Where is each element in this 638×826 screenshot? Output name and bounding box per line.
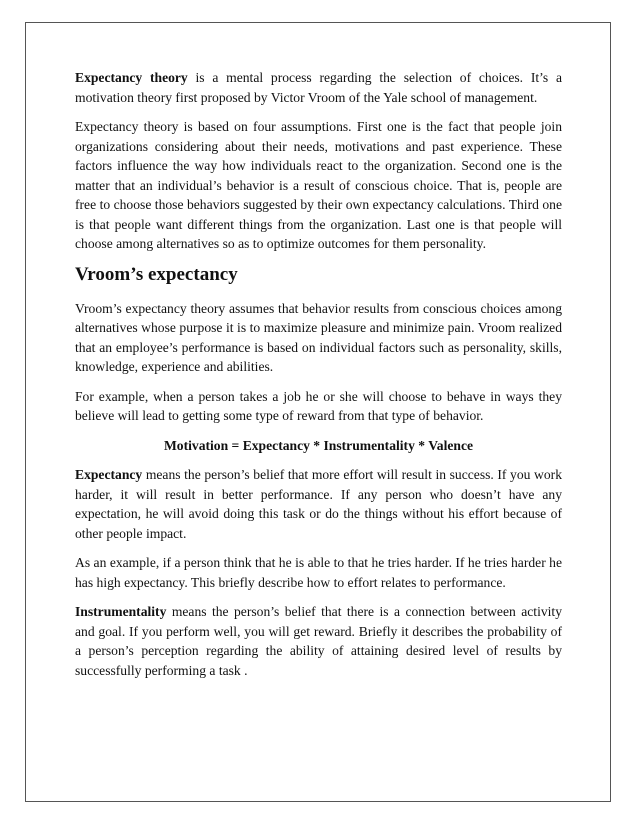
paragraph-assumptions: Expectancy theory is based on four assumptions. First one is the fact that people join organizations considering about their needs, motivations and past experience. These factors influence the way how individuals react to the organization. Second one is the matter that an individual’s behavior is a result of conscious choice. That is, people are free to choose those behaviors suggested by their own expectancy calculations. Third one is that people want different things from the organization. Last one is that people will choose among alternatives so as to optimize outcomes for them personality. bbox=[75, 119, 562, 251]
paragraph-text: means the person’s belief that there is a connection between activity and goal. If you perform well, you will get reward. Briefly it describes the probability of a person’s perception regarding the ability of attaining desired level of results by successfully performing a task . bbox=[75, 604, 562, 678]
paragraph-instrumentality bbox=[75, 602, 562, 680]
paragraph-expectancy-theory bbox=[75, 68, 562, 107]
section-heading: Vroom’s expectancy bbox=[75, 263, 238, 285]
paragraph-text: means the person’s belief that more effort will result in success. If you work harder, it will result in better performance. If any person who doesn’t have any expectation, he will avoid doing this task or do the things without his effort because of other people impact. bbox=[75, 467, 562, 541]
term-expectancy-theory: Expectancy theory bbox=[75, 70, 188, 85]
paragraph-text: is a mental process regarding the selection of choices. It’s a motivation theory first proposed by Victor Vroom of the Yale school of management. bbox=[75, 70, 562, 105]
paragraph-expectancy-example: As an example, if a person think that he is able to that he tries harder. If he tries harder he has high expectancy. This briefly describe how to effort relates to performance. bbox=[75, 555, 562, 590]
paragraph-expectancy bbox=[75, 465, 562, 543]
document-body bbox=[75, 68, 562, 690]
motivation-formula: Motivation = Expectancy * Instrumentality * Valence bbox=[163, 437, 474, 453]
paragraph-example: For example, when a person takes a job he or she will choose to behave in ways they believe will lead to getting some type of reward from that type of behavior. bbox=[75, 388, 562, 423]
term-instrumentality: Instrumentality bbox=[75, 604, 167, 619]
paragraph-vroom: Vroom’s expectancy theory assumes that behavior results from conscious choices among alternatives whose purpose it is to maximize pleasure and minimize pain. Vroom realized that an employee’s performance is based on individual factors such as personality, skills, knowledge, experience and abilities. bbox=[75, 300, 562, 374]
term-expectancy: Expectancy bbox=[75, 467, 143, 482]
